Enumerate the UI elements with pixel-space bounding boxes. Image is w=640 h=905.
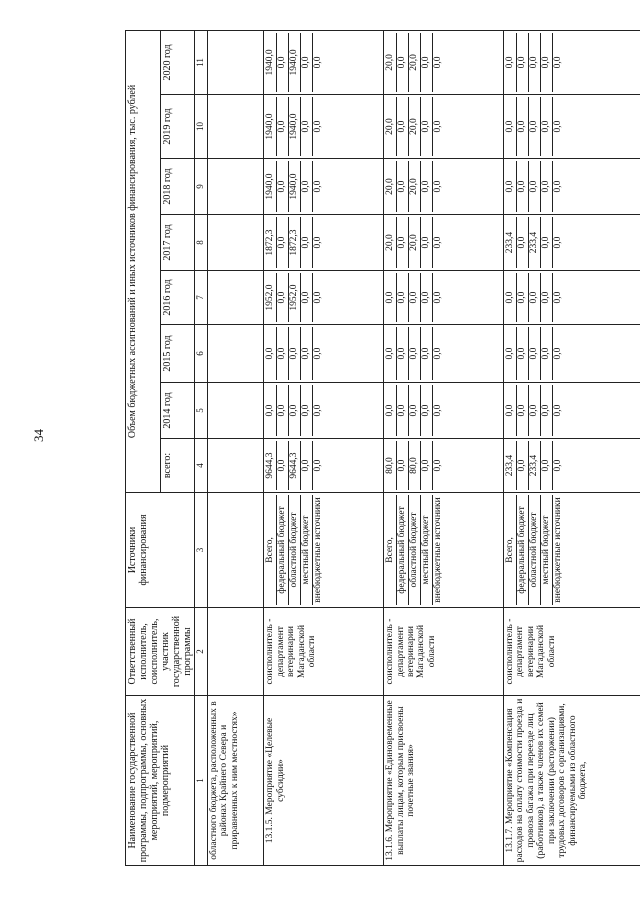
value-cell bbox=[207, 30, 263, 94]
value-line: 0,0 bbox=[397, 441, 409, 490]
col-number: 2 bbox=[195, 608, 208, 696]
value-line: 0,0 bbox=[313, 180, 324, 193]
value-line: 0,0 bbox=[409, 327, 421, 380]
value-cell bbox=[207, 159, 263, 215]
value-line: 1872,3 bbox=[265, 217, 277, 268]
value-line: 233,4 bbox=[529, 217, 541, 268]
value-line: 0,0 bbox=[265, 385, 277, 436]
value-cell bbox=[503, 439, 640, 493]
value-cell bbox=[503, 271, 640, 325]
header-year: 2019 год bbox=[160, 95, 195, 159]
value-line: 0,0 bbox=[289, 327, 301, 380]
value-line: 0,0 bbox=[552, 347, 563, 360]
source-line: Всего, bbox=[265, 495, 277, 605]
value-line: 0,0 bbox=[397, 97, 409, 156]
value-line: 0,0 bbox=[552, 291, 563, 304]
value-line: 1940,0 bbox=[289, 33, 301, 92]
col-number: 3 bbox=[195, 493, 208, 608]
value-line: 80,0 bbox=[385, 441, 397, 490]
value-line: 0,0 bbox=[517, 327, 529, 380]
value-line: 0,0 bbox=[397, 385, 409, 436]
value-cell bbox=[207, 439, 263, 493]
value-line: 0,0 bbox=[397, 327, 409, 380]
value-cell bbox=[384, 383, 504, 439]
value-line: 0,0 bbox=[301, 33, 313, 92]
header-total: всего: bbox=[160, 439, 195, 493]
value-line: 0,0 bbox=[301, 97, 313, 156]
value-line: 0,0 bbox=[301, 161, 313, 212]
col-number: 8 bbox=[195, 215, 208, 271]
value-line: 0,0 bbox=[517, 97, 529, 156]
value-line: 0,0 bbox=[397, 161, 409, 212]
value-line: 20,0 bbox=[409, 97, 421, 156]
value-line: 0,0 bbox=[409, 385, 421, 436]
value-line: 0,0 bbox=[421, 327, 433, 380]
source-line: местный бюджет bbox=[301, 495, 313, 605]
source-line: федеральный бюджет bbox=[397, 495, 409, 605]
value-line: 0,0 bbox=[433, 404, 444, 417]
value-line: 20,0 bbox=[385, 33, 397, 92]
value-cell bbox=[207, 271, 263, 325]
header-volume: Объем бюджетных ассигнований и иных источников финансирования, тыс. рублей bbox=[126, 30, 161, 492]
value-line: 0,0 bbox=[397, 33, 409, 92]
value-line: 0,0 bbox=[421, 217, 433, 268]
value-line: 0,0 bbox=[541, 385, 553, 436]
header-year: 2020 год bbox=[160, 30, 195, 94]
value-line: 0,0 bbox=[433, 291, 444, 304]
col-number: 1 bbox=[195, 696, 208, 866]
row-executor: соисполнитель - департамент ветеринарии Магаданской области bbox=[264, 608, 384, 696]
value-line: 0,0 bbox=[433, 347, 444, 360]
value-line: 0,0 bbox=[505, 327, 517, 380]
value-line: 0,0 bbox=[397, 273, 409, 322]
source-line: Всего, bbox=[385, 495, 397, 605]
table-row bbox=[503, 30, 640, 865]
value-cell bbox=[264, 159, 384, 215]
table-row bbox=[384, 30, 504, 865]
value-line: 0,0 bbox=[277, 385, 289, 436]
value-line: 0,0 bbox=[313, 347, 324, 360]
source-line: федеральный бюджет bbox=[277, 495, 289, 605]
value-line: 1940,0 bbox=[289, 97, 301, 156]
value-line: 0,0 bbox=[517, 273, 529, 322]
value-cell bbox=[264, 325, 384, 383]
value-cell bbox=[384, 95, 504, 159]
value-cell bbox=[264, 271, 384, 325]
value-line: 20,0 bbox=[409, 161, 421, 212]
value-line: 0,0 bbox=[541, 217, 553, 268]
value-cell bbox=[207, 95, 263, 159]
value-line: 0,0 bbox=[552, 236, 563, 249]
value-cell bbox=[503, 325, 640, 383]
value-line: 0,0 bbox=[397, 217, 409, 268]
value-line: 1940,0 bbox=[265, 161, 277, 212]
row-name: 13.1.5. Мероприятие «Целевые субсидии» bbox=[264, 696, 384, 866]
col-number: 9 bbox=[195, 159, 208, 215]
value-line: 0,0 bbox=[433, 236, 444, 249]
value-line: 0,0 bbox=[385, 327, 397, 380]
col-number: 5 bbox=[195, 383, 208, 439]
value-line: 0,0 bbox=[313, 291, 324, 304]
row-executor: соисполнитель - департамент ветеринарии Магаданской области bbox=[503, 608, 640, 696]
value-line: 0,0 bbox=[313, 404, 324, 417]
table-row bbox=[207, 30, 263, 865]
value-cell bbox=[264, 439, 384, 493]
value-line: 0,0 bbox=[277, 161, 289, 212]
value-line: 0,0 bbox=[265, 327, 277, 380]
value-cell bbox=[384, 159, 504, 215]
value-line: 0,0 bbox=[529, 161, 541, 212]
value-line: 0,0 bbox=[301, 441, 313, 490]
col-number: 10 bbox=[195, 95, 208, 159]
value-cell bbox=[264, 95, 384, 159]
value-line: 0,0 bbox=[433, 120, 444, 133]
value-line: 0,0 bbox=[541, 441, 553, 490]
value-line: 20,0 bbox=[409, 33, 421, 92]
header-year: 2014 год bbox=[160, 383, 195, 439]
value-cell bbox=[503, 95, 640, 159]
value-line: 0,0 bbox=[409, 273, 421, 322]
value-cell bbox=[503, 30, 640, 94]
value-line: 0,0 bbox=[541, 161, 553, 212]
value-line: 0,0 bbox=[529, 385, 541, 436]
value-cell bbox=[503, 383, 640, 439]
row-sources bbox=[503, 493, 640, 608]
value-line: 0,0 bbox=[313, 56, 324, 69]
header-row-numbers bbox=[195, 30, 208, 865]
value-line: 0,0 bbox=[385, 273, 397, 322]
source-line: областной бюджет bbox=[409, 495, 421, 605]
value-line: 0,0 bbox=[385, 385, 397, 436]
value-line: 0,0 bbox=[313, 236, 324, 249]
header-year: 2015 год bbox=[160, 325, 195, 383]
value-line: 20,0 bbox=[385, 161, 397, 212]
value-line: 233,4 bbox=[529, 441, 541, 490]
value-line: 0,0 bbox=[529, 97, 541, 156]
value-line: 0,0 bbox=[541, 273, 553, 322]
value-line: 0,0 bbox=[421, 441, 433, 490]
value-line: 233,4 bbox=[505, 441, 517, 490]
value-line: 0,0 bbox=[277, 33, 289, 92]
value-cell bbox=[384, 325, 504, 383]
value-line: 1872,3 bbox=[289, 217, 301, 268]
row-executor bbox=[207, 608, 263, 696]
row-executor: соисполнитель - департамент ветеринарии Магаданской области bbox=[384, 608, 504, 696]
col-number: 6 bbox=[195, 325, 208, 383]
value-line: 9644,3 bbox=[265, 441, 277, 490]
col-number: 11 bbox=[195, 30, 208, 94]
value-line: 1940,0 bbox=[265, 33, 277, 92]
col-number: 4 bbox=[195, 439, 208, 493]
value-cell bbox=[503, 215, 640, 271]
value-line: 0,0 bbox=[313, 459, 324, 472]
rotated-table-wrapper bbox=[125, 31, 605, 866]
value-line: 20,0 bbox=[385, 217, 397, 268]
value-line: 0,0 bbox=[433, 180, 444, 193]
header-name: Наименование государственной программы, подпрограммы, основных мероприятий, мероприятий, подмероприятий bbox=[126, 696, 195, 866]
value-line: 233,4 bbox=[505, 217, 517, 268]
value-line: 0,0 bbox=[552, 459, 563, 472]
source-line: местный бюджет bbox=[541, 495, 553, 605]
value-line: 9644,3 bbox=[289, 441, 301, 490]
value-line: 0,0 bbox=[552, 56, 563, 69]
value-line: 20,0 bbox=[385, 97, 397, 156]
header-executor: Ответственный исполнитель, соисполнитель, участник государственной программы bbox=[126, 608, 195, 696]
value-line: 80,0 bbox=[409, 441, 421, 490]
source-line: местный бюджет bbox=[421, 495, 433, 605]
row-name: областного бюджета, расположенных в районах Крайнего Севера и приравненных к ним местностях» bbox=[207, 696, 263, 866]
row-name: 13.1.7. Мероприятие «Компенсация расходов на оплату стоимости проезда и провоза багажа при переезде лиц (работников), а также членов их семей при заключении (расторжении) трудовых договоров с организациями, финансируемыми из областного бюджета, bbox=[503, 696, 640, 866]
value-line: 0,0 bbox=[421, 161, 433, 212]
value-line: 0,0 bbox=[277, 97, 289, 156]
value-line: 0,0 bbox=[529, 33, 541, 92]
header-year: 2016 год bbox=[160, 271, 195, 325]
value-line: 0,0 bbox=[505, 385, 517, 436]
source-line: внебюджетные источники bbox=[433, 497, 444, 603]
value-line: 0,0 bbox=[529, 273, 541, 322]
value-line: 0,0 bbox=[541, 33, 553, 92]
value-line: 0,0 bbox=[552, 180, 563, 193]
source-line: Всего, bbox=[505, 495, 517, 605]
value-line: 0,0 bbox=[541, 327, 553, 380]
value-line: 0,0 bbox=[277, 327, 289, 380]
value-line: 0,0 bbox=[505, 161, 517, 212]
source-line: внебюджетные источники bbox=[313, 497, 324, 603]
value-line: 0,0 bbox=[552, 120, 563, 133]
value-line: 0,0 bbox=[552, 404, 563, 417]
value-cell bbox=[384, 30, 504, 94]
value-cell bbox=[207, 215, 263, 271]
value-cell bbox=[207, 325, 263, 383]
value-line: 0,0 bbox=[301, 217, 313, 268]
value-cell bbox=[384, 215, 504, 271]
value-line: 0,0 bbox=[517, 441, 529, 490]
header-row-top bbox=[126, 30, 161, 865]
value-line: 1940,0 bbox=[289, 161, 301, 212]
value-line: 1952,0 bbox=[289, 273, 301, 322]
value-line: 0,0 bbox=[289, 385, 301, 436]
value-line: 1952,0 bbox=[265, 273, 277, 322]
value-line: 0,0 bbox=[505, 97, 517, 156]
value-line: 0,0 bbox=[529, 327, 541, 380]
source-line: областной бюджет bbox=[289, 495, 301, 605]
value-line: 0,0 bbox=[301, 327, 313, 380]
header-year: 2017 год bbox=[160, 215, 195, 271]
value-line: 0,0 bbox=[517, 385, 529, 436]
value-line: 0,0 bbox=[277, 441, 289, 490]
value-line: 0,0 bbox=[433, 56, 444, 69]
value-line: 0,0 bbox=[517, 161, 529, 212]
col-number: 7 bbox=[195, 271, 208, 325]
header-year: 2018 год bbox=[160, 159, 195, 215]
value-cell bbox=[264, 215, 384, 271]
value-line: 0,0 bbox=[277, 273, 289, 322]
source-line: федеральный бюджет bbox=[517, 495, 529, 605]
value-line: 0,0 bbox=[517, 217, 529, 268]
value-cell bbox=[384, 271, 504, 325]
value-line: 0,0 bbox=[517, 33, 529, 92]
header-source: Источники финансирования bbox=[126, 493, 195, 608]
page-number: 34 bbox=[31, 429, 46, 442]
value-line: 0,0 bbox=[421, 97, 433, 156]
budget-table bbox=[125, 30, 640, 866]
value-cell bbox=[207, 383, 263, 439]
value-cell bbox=[264, 383, 384, 439]
value-line: 0,0 bbox=[421, 33, 433, 92]
table-body bbox=[207, 30, 640, 865]
row-sources bbox=[207, 493, 263, 608]
value-line: 0,0 bbox=[313, 120, 324, 133]
value-line: 0,0 bbox=[433, 459, 444, 472]
row-name: 13.1.6. Мероприятие «Единовременные выплаты лицам, которым присвоены почетные звания» bbox=[384, 696, 504, 866]
value-line: 0,0 bbox=[541, 97, 553, 156]
value-line: 0,0 bbox=[505, 33, 517, 92]
value-line: 0,0 bbox=[301, 273, 313, 322]
row-sources bbox=[264, 493, 384, 608]
value-line: 1940,0 bbox=[265, 97, 277, 156]
source-line: внебюджетные источники bbox=[552, 497, 563, 603]
value-cell bbox=[503, 159, 640, 215]
value-cell bbox=[264, 30, 384, 94]
row-sources bbox=[384, 493, 504, 608]
table-row bbox=[264, 30, 384, 865]
value-line: 0,0 bbox=[277, 217, 289, 268]
value-line: 0,0 bbox=[505, 273, 517, 322]
value-line: 0,0 bbox=[301, 385, 313, 436]
value-line: 0,0 bbox=[421, 385, 433, 436]
value-line: 0,0 bbox=[421, 273, 433, 322]
value-line: 20,0 bbox=[409, 217, 421, 268]
source-line: областной бюджет bbox=[529, 495, 541, 605]
value-cell bbox=[384, 439, 504, 493]
